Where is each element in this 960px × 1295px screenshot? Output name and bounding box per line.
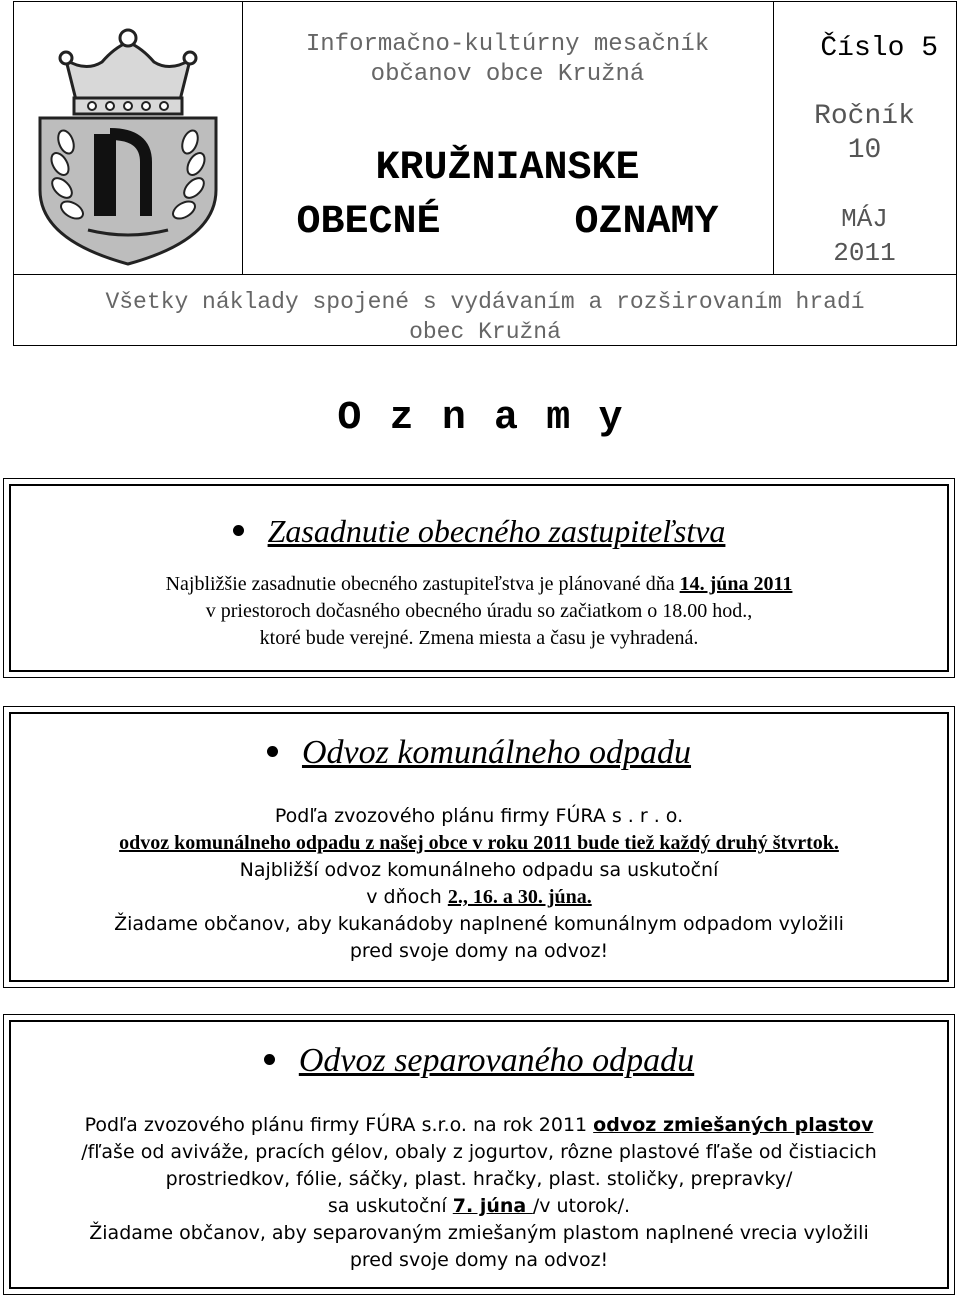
section-title: O z n a m y bbox=[337, 396, 623, 441]
notice-heading: Zasadnutie obecného zastupiteľstva bbox=[4, 511, 954, 551]
notice-body: Podľa zvozového plánu firmy FÚRA s . r . o. odvoz komunálneho odpadu z našej obce v roku 2011 bude tiež každý druhý štvrtok. Najbližší odvoz komunálneho odpadu sa uskutoční v dňoch 2., 16. a 30. júna. Žiadame občanov, aby kukanádoby naplnené komunálnym odpadom vyložili pred svoje domy na odvoz! bbox=[114, 805, 844, 962]
notice-council-meeting bbox=[3, 478, 955, 678]
coat-of-arms-icon bbox=[14, 2, 242, 274]
issue-volume: Ročník 10 bbox=[814, 101, 915, 166]
notice-heading: Odvoz komunálneho odpadu bbox=[4, 732, 954, 774]
bullet-icon bbox=[267, 746, 278, 757]
masthead bbox=[13, 1, 957, 346]
bullet-icon bbox=[233, 525, 244, 536]
title-cell bbox=[242, 2, 774, 274]
notice-body: Podľa zvozového plánu firmy FÚRA s.r.o. na rok 2011 odvoz zmiešaných plastov /fľaše od aviváže, pracích gélov, obaly z jogurtov, rôzne plastové fľaše od čistiacich prostriedkov, fólie, sáčky, plast. hračky, plast. stoličky, prepravky/ sa uskutoční 7. júna /v utorok/. Žiadame občanov, aby separovaným zmiešaným plastom naplnené vrecia vyložili pred svoje domy na odvoz! bbox=[81, 1114, 877, 1271]
notice-body: Najbližšie zasadnutie obecného zastupiteľstva je plánované dňa 14. júna 2011 v priestoroch dočasného obecného úradu so začiatkom o 18.00 hod., ktoré bude verejné. Zmena miesta a času je vyhradená. bbox=[165, 573, 793, 649]
masthead-footer: Všetky náklady spojené s vydávaním a rozširovaním hradí obec Kružná bbox=[14, 274, 956, 346]
issue-info bbox=[773, 2, 956, 274]
magazine-subtitle: Informačno-kultúrny mesačník občanov obce Kružná bbox=[305, 31, 710, 88]
logo-cell bbox=[14, 2, 243, 274]
notice-heading: Odvoz separovaného odpadu bbox=[4, 1040, 954, 1082]
issue-number: Číslo 5 bbox=[820, 33, 938, 64]
issue-date: MÁJ 2011 bbox=[833, 204, 896, 268]
notice-separated-waste bbox=[3, 1014, 955, 1295]
bullet-icon bbox=[264, 1054, 275, 1065]
notice-municipal-waste bbox=[3, 706, 955, 988]
magazine-title: KRUŽNIANSKE OBECNÉ OZNAMY bbox=[296, 146, 719, 245]
